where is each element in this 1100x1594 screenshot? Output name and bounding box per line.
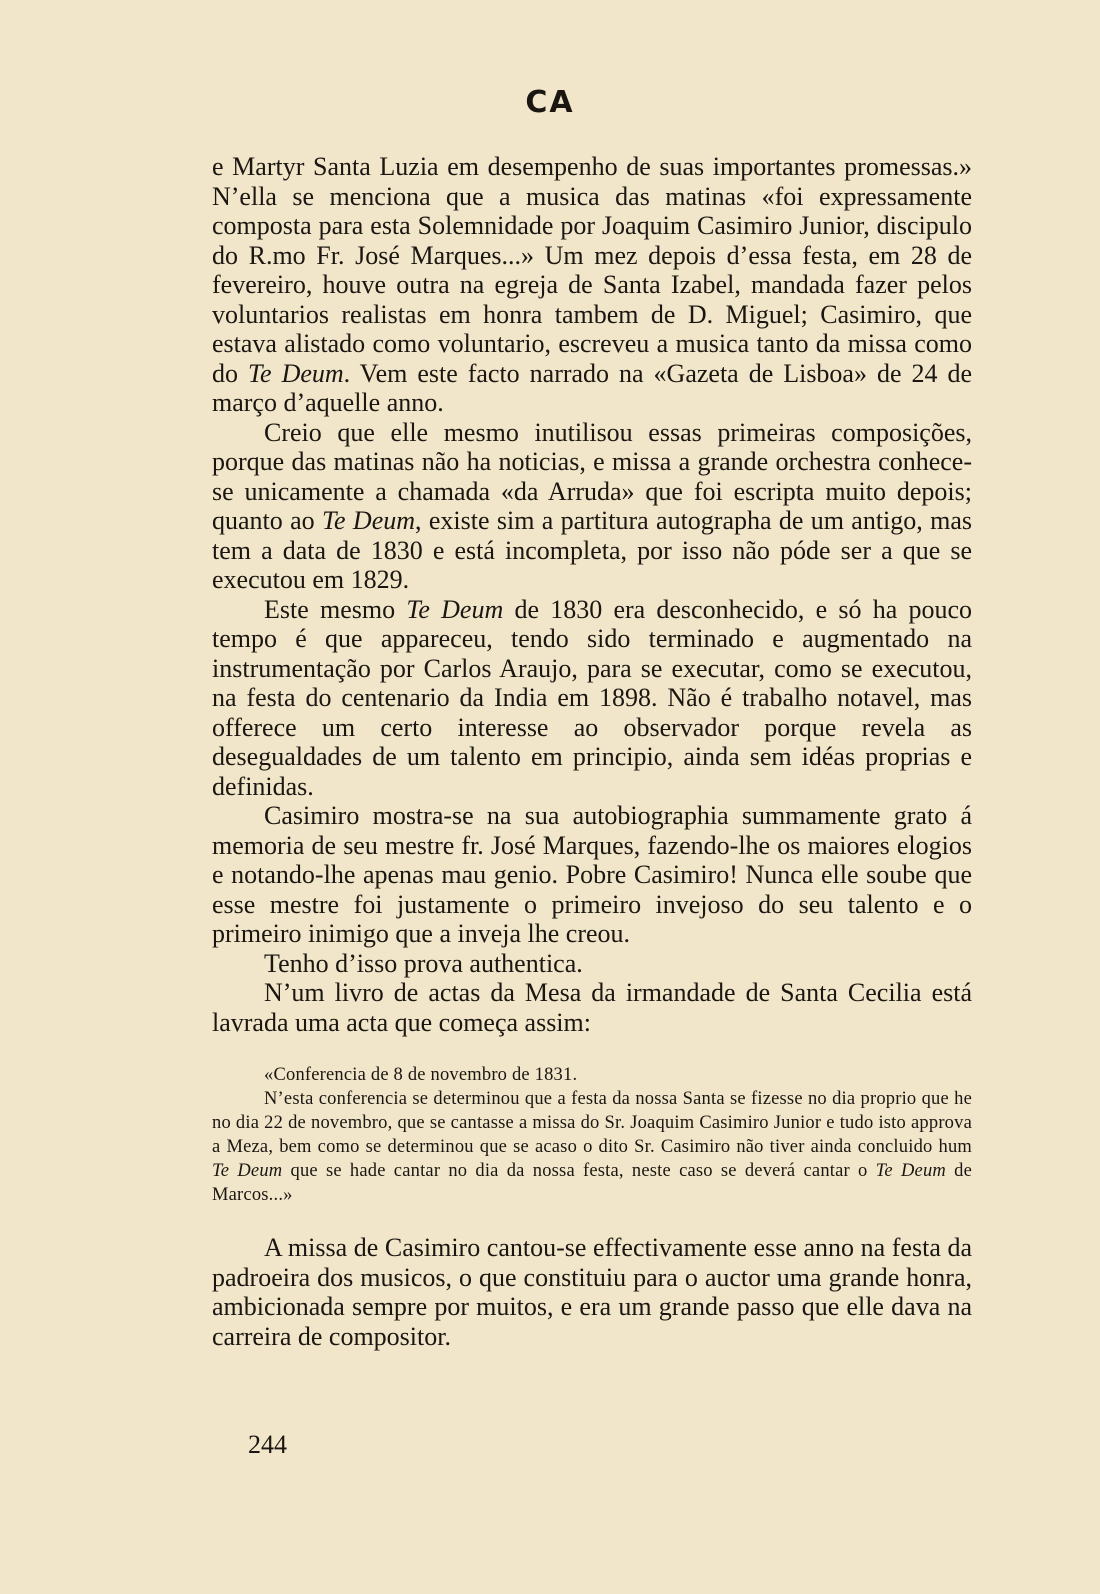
paragraph-1: e Martyr Santa Luzia em desempenho de suas importantes promessas.» N’ella se menciona que a musica das matinas «foi expressamente composta para esta Solemnidade por Joaquim Casimiro Junior, discipulo do R.mo Fr. José Marques...» Um mez depois d’essa festa, em 28 de fevereiro, houve outra na egreja de Santa Izabel, mandada fazer pelos voluntarios realistas em honra tambem de D. Miguel; Casimiro, que estava alistado como voluntario, escreveu a musica tanto da missa como do Te Deum. Vem este facto narrado na «Gazeta de Lisboa» de 24 de março d’aquelle anno. xyxy=(212,152,972,417)
paragraph-7: A missa de Casimiro cantou-se effectivamente esse anno na festa da padroeira dos musicos, o que constituiu para o auctor uma grande honra, ambicionada sempre por muitos, e era um grande passo que elle dava na carreira de compositor. xyxy=(212,1233,972,1351)
svg-text:CA: CA xyxy=(525,88,575,116)
quote-body: N’esta conferencia se determinou que a festa da nossa Santa se fizesse no dia proprio que he no dia 22 de novembro, que se cantasse a missa do Sr. Joaquim Casimiro Junior e tudo isto approva a Meza, bem como se determinou que se acaso o dito Sr. Casimiro não tiver ainda concluido hum Te Deum que se hade cantar no dia da nossa festa, neste caso se deverá cantar o Te Deum de Marcos...» xyxy=(212,1089,973,1205)
paragraph-6: N’um livro de actas da Mesa da irmandade de Santa Cecilia está lavrada uma acta que começa assim: xyxy=(212,978,972,1037)
page-number: 244 xyxy=(248,1430,287,1459)
paragraph-2: Creio que elle mesmo inutilisou essas primeiras composições, porque das matinas não ha noticias, e missa a grande orchestra conhece-se unicamente a chamada «da Arruda» que foi escripta muito depois; quanto ao Te Deum, existe sim a partitura autographa de um antigo, mas tem a data de 1830 e está incompleta, por isso não póde ser a que se executou em 1829. xyxy=(212,417,972,594)
body-text xyxy=(212,152,972,1351)
block-quote xyxy=(212,1063,972,1207)
paragraph-3: Este mesmo Te Deum de 1830 era desconhecido, e só ha pouco tempo é que appareceu, tendo sido terminado e augmentado na instrumentação por Carlos Araujo, para se executar, como se executou, na festa do centenario da India em 1898. Não é trabalho notavel, mas offerece um certo interesse ao observador porque revela as desegualdades de um talento em principio, ainda sem idéas proprias e definidas. xyxy=(212,594,972,801)
running-head xyxy=(0,88,1100,116)
paragraph-4: Casimiro mostra-se na sua autobiographia summamente grato á memoria de seu mestre fr. José Marques, fazendo-lhe os maiores elogios e notando-lhe apenas mau genio. Pobre Casimiro! Nunca elle soube que esse mestre foi justamente o primeiro invejoso do seu talento e o primeiro inimigo que a inveja lhe creou. xyxy=(212,801,972,948)
running-head-ornament xyxy=(505,88,595,116)
paragraph-5: Tenho d’isso prova authentica. xyxy=(264,948,583,978)
quote-heading: «Conferencia de 8 de novembro de 1831. xyxy=(264,1065,578,1085)
